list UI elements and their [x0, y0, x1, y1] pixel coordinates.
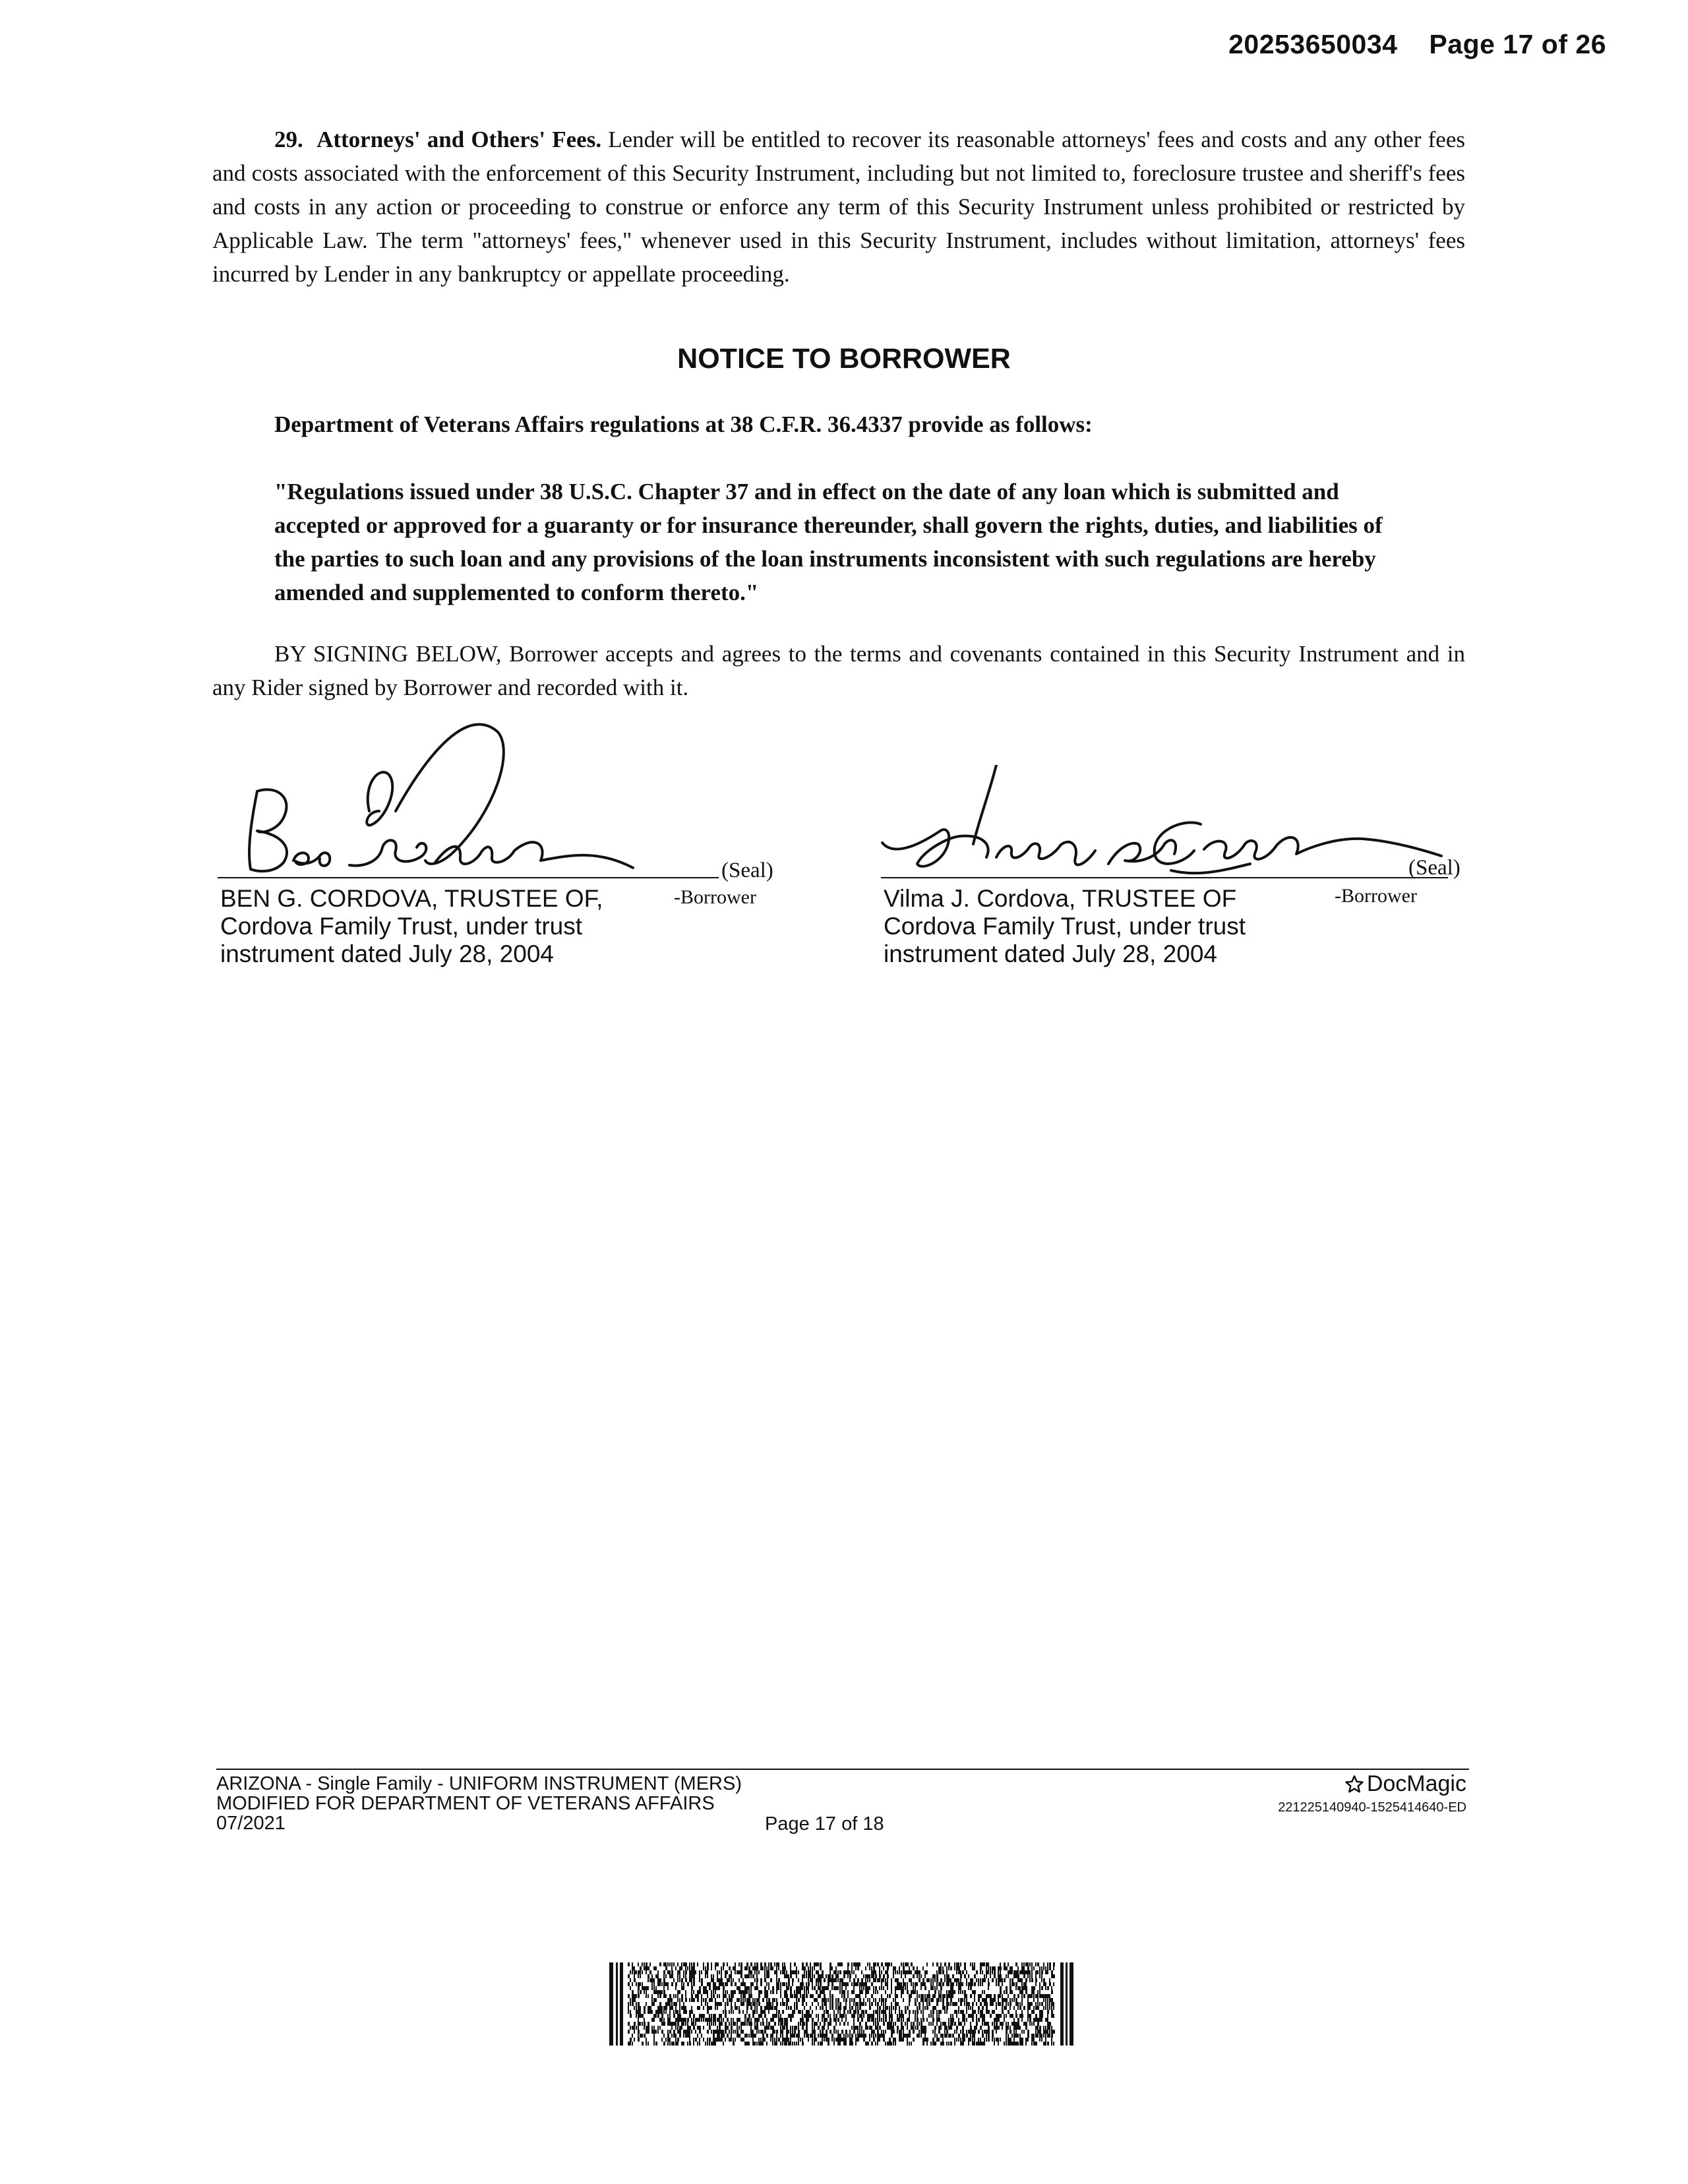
- signature-block-borrower-1: [218, 712, 811, 976]
- footer-page-label: Page 17 of 18: [765, 1813, 884, 1835]
- document-number: 20253650034: [1228, 29, 1398, 59]
- signing-statement: [212, 637, 1465, 704]
- signer-2-line-2: Cordova Family Trust, under trust: [884, 913, 1246, 940]
- footer-line-3: 07/2021: [216, 1813, 286, 1834]
- handwritten-signature-1: [231, 712, 706, 877]
- docmagic-logo: [1344, 1771, 1466, 1797]
- seal-label-2: (Seal): [1408, 856, 1461, 880]
- section-29-number: 29.: [274, 127, 303, 152]
- footer-divider: [216, 1769, 1469, 1770]
- recording-page-label: Page 17 of 26: [1429, 29, 1606, 59]
- recording-barcode: [609, 1962, 1075, 2046]
- signer-2-line-1: Vilma J. Cordova, TRUSTEE OF: [884, 885, 1237, 912]
- handwritten-signature-2: [881, 765, 1461, 890]
- signer-1-line-1: BEN G. CORDOVA, TRUSTEE OF,: [220, 885, 603, 912]
- signer-1-line-3: instrument dated July 28, 2004: [220, 940, 554, 967]
- star-outline-icon: [1344, 1774, 1364, 1794]
- role-label-2: -Borrower: [1335, 885, 1417, 907]
- section-29-text: Lender will be entitled to recover its reasonable attorneys' fees and costs and any other fees and costs associated with the enforcement of this Security Instrument, including but not limited to, foreclosure trustee and sheriff's fees and costs in any action or proceeding to construe or enforce any term of this Security Instrument unless prohibited or restricted by Applicable Law. The term "attorneys' fees," whenever used in this Security Instrument, includes without limitation, attorneys' fees incurred by Lender in any bankruptcy or appellate proceeding.: [212, 127, 1465, 287]
- signing-statement-text: BY SIGNING BELOW, Borrower accepts and agrees to the terms and covenants contained in this Security Instrument and in any Rider signed by Borrower and recorded with it.: [212, 641, 1465, 700]
- regulation-quote: "Regulations issued under 38 U.S.C. Chapter 37 and in effect on the date of any loan which is submitted and accepted or approved for a guaranty or for insurance thereunder, shall govern the rights, duties, and liabilities of the parties to such loan and any provisions of the loan instruments inconsistent with such regulations are hereby amended and supplemented to conform thereto.": [274, 479, 1383, 605]
- section-29-heading: Attorneys' and Others' Fees.: [316, 127, 602, 152]
- signer-1-line-2: Cordova Family Trust, under trust: [220, 913, 583, 940]
- footer-line-2: MODIFIED FOR DEPARTMENT OF VETERANS AFFAIRS: [216, 1793, 715, 1814]
- signature-block-borrower-2: [881, 712, 1474, 976]
- footer-document-code: 221225140940-1525414640-ED: [1278, 1800, 1466, 1815]
- regulation-intro: Department of Veterans Affairs regulations at 38 C.F.R. 36.4337 provide as follows:: [274, 411, 1093, 437]
- docmagic-brand-text: DocMagic: [1366, 1771, 1466, 1796]
- signature-line-1: [218, 877, 719, 878]
- signature-line-2: [881, 877, 1448, 878]
- notice-title: NOTICE TO BORROWER: [677, 343, 1011, 375]
- footer-line-1: ARIZONA - Single Family - UNIFORM INSTRUMENT (MERS): [216, 1773, 742, 1794]
- recording-header: [1228, 29, 1606, 60]
- footer-form-info: [216, 1774, 742, 1833]
- signer-name-2: [884, 885, 1246, 968]
- seal-label-1: (Seal): [721, 859, 773, 882]
- role-label-1: -Borrower: [674, 886, 756, 908]
- section-29: [212, 123, 1465, 291]
- signer-name-1: [220, 885, 603, 968]
- signer-2-line-3: instrument dated July 28, 2004: [884, 940, 1217, 967]
